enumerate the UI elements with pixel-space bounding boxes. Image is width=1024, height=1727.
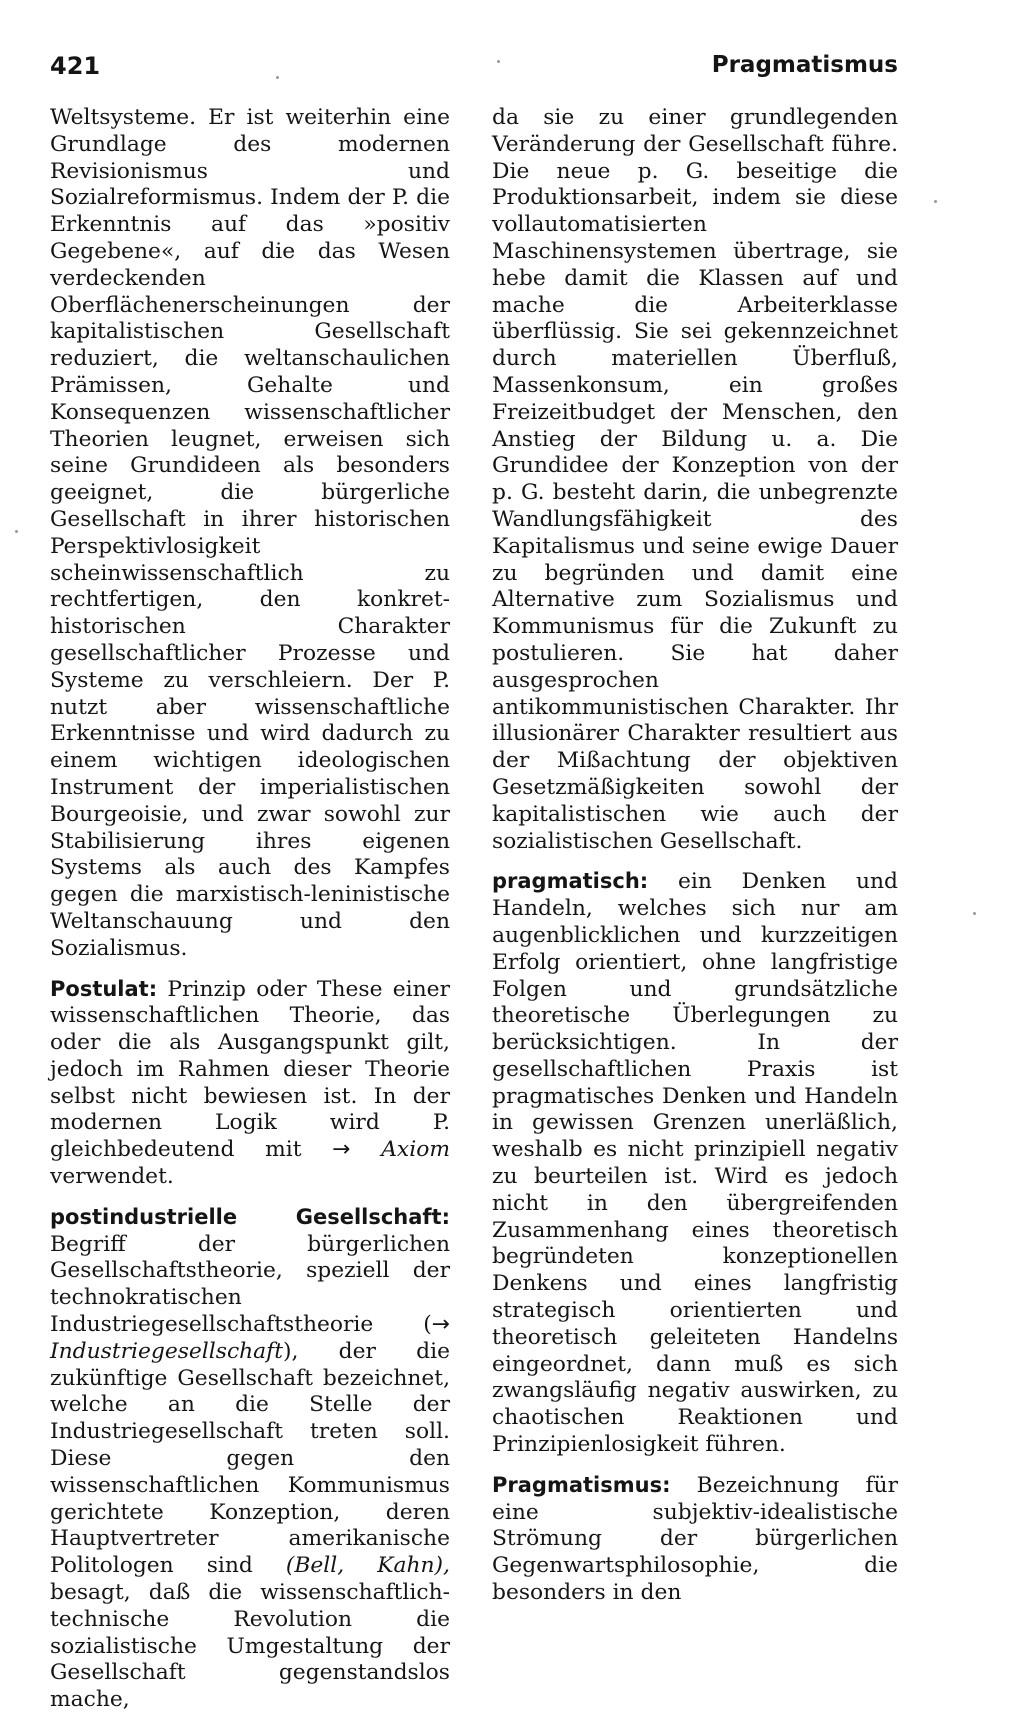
continued-paragraph [50,105,450,963]
page-number: 421 [50,52,101,80]
entry-pragmatismus [492,1472,898,1607]
cited-names: (Bell, Kahn), [285,1553,450,1579]
running-head: Pragmatismus [711,52,898,78]
continued-paragraph [492,105,898,855]
entry-pragmatisch [492,868,898,1459]
continued-text: da sie zu einer grundlegenden Veränderung der Gesellschaft führe. Die neue p. G. beseitige die Produktionsarbeit, indem sie diese vollautomatisierten Maschinensystemen übertrage, sie hebe damit die Klassen auf und mache die Arbeiterklasse überflüssig. Sie sei gekennzeichnet durch materiellen Überfluß, Massenkonsum, ein großes Freizeitbudget der Menschen, den Anstieg der Bildung u. a. Die Grundidee der Konzeption von der p. G. besteht darin, die unbegrenzte Wandlungsfähigkeit des Kapitalismus und seine ewige Dauer zu begründen und damit eine Alternative zum Sozialismus und Kommunismus für die Zukunft zu postulieren. Sie hat daher ausgesprochen antikommunistischen Charakter. Ihr illusionärer Charakter resultiert aus der Mißachtung der objektiven Gesetzmäßigkeiten sowohl der kapitalistischen wie auch der sozialistischen Gesellschaft. [492,105,898,854]
scan-speck [276,76,279,79]
scan-speck [497,60,500,63]
definition-text: verwendet. [50,1164,174,1190]
cross-reference-industriegesellschaft: Industriegesellschaft [50,1338,284,1364]
scan-speck [973,912,976,915]
right-column [492,105,898,1620]
headword-postulat: Postulat: [50,976,158,1001]
cross-reference-arrow-icon: → [431,1312,450,1338]
cross-reference-axiom: Axiom [350,1137,450,1163]
page-header [50,52,898,86]
continued-text: Weltsysteme. Er ist weiterhin eine Grundlage des modernen Revisionismus und Sozialreformismus. Indem der P. die Erkenntnis auf das »positiv Gegebene«, auf die das Wesen verdeckenden Oberflächenerscheinungen der kapitalistischen Gesellschaft reduziert, die weltanschaulichen Prämissen, Gehalte und Konsequenzen wissenschaftlicher Theorien leugnet, erweisen sich seine Grundideen als besonders geeignet, die bürgerliche Gesellschaft in ihrer historischen Perspektivlosigkeit scheinwissenschaftlich zu rechtfertigen, den konkret-historischen Charakter gesellschaftlicher Prozesse und Systeme zu verschleiern. Der P. nutzt aber wissenschaftliche Erkenntnisse und wird dadurch zu einem wichtigen ideologischen Instrument der imperialistischen Bourgeoisie, und zwar sowohl zur Stabilisierung ihres eigenen Systems als auch des Kampfes gegen die marxistisch-leninistische Weltanschauung und den Sozialismus. [50,105,450,961]
headword-postindustrielle-gesellschaft: postindustrielle Gesellschaft: [50,1204,450,1229]
entry-postindustrielle-gesellschaft [50,1204,450,1714]
headword-pragmatisch: pragmatisch: [492,869,649,894]
definition-text: Begriff der bürgerlichen Gesellschaftstheorie, speziell der technokratischen Industriegesellschaftstheorie ( [50,1231,450,1338]
cross-reference-arrow-icon: → [332,1137,351,1163]
definition-text: besagt, daß die wissenschaftlich-technische Revolution die sozialistische Umgestaltung der Gesellschaft gegenstandslos mache, [50,1580,450,1713]
definition-text: ), der die zukünftige Gesellschaft bezeichnet, welche an die Stelle der Industriegesellschaft treten soll. Diese gegen den wissenschaftlichen Kommunismus gerichtete Konzeption, deren Hauptvertreter amerikanische Politologen sind [50,1338,450,1579]
definition-text: ein Denken und Handeln, welches sich nur am augenblicklichen und kurzzeitigen Erfolg orientiert, ohne langfristige Folgen und grundsätzliche theoretische Überlegungen zu berücksichtigen. In der gesellschaftlichen Praxis ist pragmatisches Denken und Handeln in gewissen Grenzen unerläßlich, weshalb es nicht prinzipiell negativ zu beurteilen ist. Wird es jedoch nicht in den übergreifenden Zusammenhang eines theoretisch begründeten konzeptionellen Denkens und eines langfristig strategisch orientierten und theoretisch geleiteten Handelns eingeordnet, dann muß es sich zwangsläufig negativ auswirken, zu chaotischen Reaktionen und Prinzipienlosigkeit führen. [492,869,898,1458]
definition-text: Prinzip oder These einer wissenschaftlichen Theorie, das oder die als Ausgangspunkt gilt, jedoch im Rahmen dieser Theorie selbst nicht bewiesen ist. In der modernen Logik wird P. gleichbedeutend mit [50,976,450,1163]
scan-speck [15,530,18,533]
definition-text: Bezeichnung für eine subjektiv-idealistische Strömung der bürgerlichen Gegenwartsphilosophie, die besonders in den [492,1472,898,1606]
entry-postulat [50,976,450,1191]
scan-speck [934,200,937,203]
left-column [50,105,450,1727]
headword-pragmatismus: Pragmatismus: [492,1472,671,1497]
